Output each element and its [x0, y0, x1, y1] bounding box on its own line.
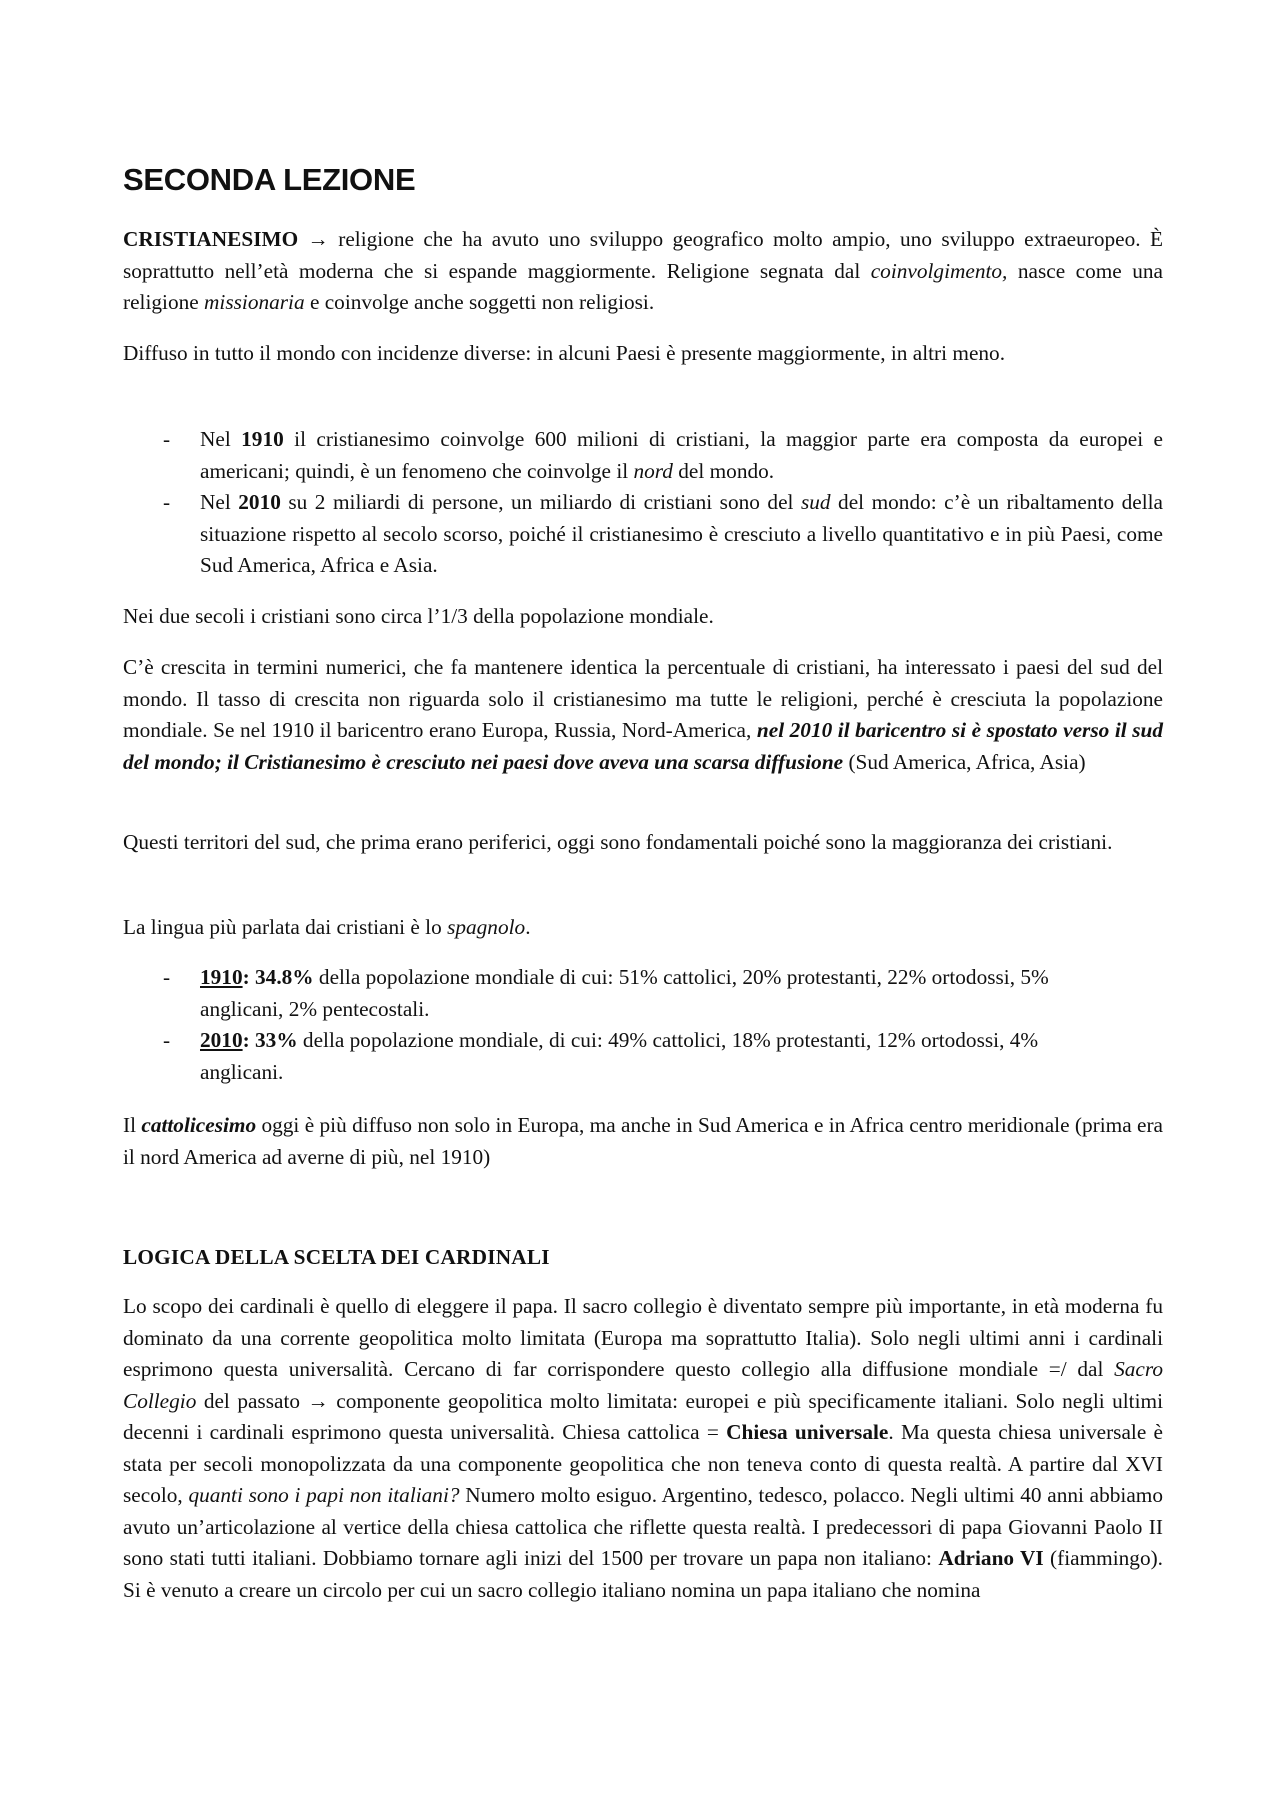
term-cristianesimo: CRISTIANESIMO	[123, 227, 299, 251]
crescita-paragraph: C’è crescita in termini numerici, che fa mantenere identica la percentuale di cristiani, ha interessato i paesi del sud del mondo. Il tasso di crescita non riguarda solo il cristianesimo ma tutte le religioni, perché è cresciuta la popolazione mondiale. Se nel 1910 il baricentro erano Europa, Russia, Nord-America, nel 2010 il baricentro si è spostato verso il sud del mondo; il Cristianesimo è cresciuto nei paesi dove aveva una scarsa diffusione (Sud America, Africa, Asia)	[123, 655, 1163, 774]
section-heading: LOGICA DELLA SCELTA DEI CARDINALI	[123, 1245, 550, 1269]
dash-bullet: -	[163, 965, 171, 989]
list-percentuali	[123, 962, 1103, 1088]
list-item: - Nel 1910 il cristianesimo coinvolge 600 milioni di cristiani, la maggior parte era composta da europei e americani; quindi, è un fenomeno che coinvolge il nord del mondo.	[123, 424, 1163, 487]
page-title: SECONDA LEZIONE	[123, 162, 416, 197]
list-item: - 2010: 33% della popolazione mondiale, di cui: 49% cattolici, 18% protestanti, 12% ortodossi, 4% anglicani.	[123, 1025, 1103, 1088]
dash-bullet: -	[163, 490, 171, 514]
list-item: - Nel 2010 su 2 miliardi di persone, un miliardo di cristiani sono del sud del mondo: c’è un ribaltamento della situazione rispetto al secolo scorso, poiché il cristianesimo è cresciuto a livello quantitativo e in più Paesi, come Sud America, Africa e Asia.	[123, 487, 1163, 582]
cardinali-paragraph: Lo scopo dei cardinali è quello di eleggere il papa. Il sacro collegio è diventato sempre più importante, in età moderna fu dominato da una corrente geopolitica molto limitata (Europa ma soprattutto Italia). Solo negli ultimi anni i cardinali esprimono questa universalità. Cercano di far corrispondere questo collegio alla diffusione mondiale =/ dal Sacro Collegio del passato → componente geopolitica molto limitata: europei e più specificamente italiani. Solo negli ultimi decenni i cardinali esprimono questa universalità. Chiesa cattolica = Chiesa universale. Ma questa chiesa universale è stata per secoli monopolizzata da una componente geopolitica che non teneva conto di questa realtà. A partire dal XVI secolo, quanti sono i papi non italiani? Numero molto esiguo. Argentino, tedesco, polacco. Negli ultimi 40 anni abbiamo avuto un’articolazione al vertice della chiesa cattolica che riflette questa realtà. I predecessori di papa Giovanni Paolo II sono stati tutti italiani. Dobbiamo tornare agli inizi del 1500 per trovare un papa non italiano: Adriano VI (fiammingo). Si è venuto a creare un circolo per cui un sacro collegio italiano nomina un papa italiano che nomina	[123, 1294, 1164, 1602]
intro-paragraph: CRISTIANESIMO → religione che ha avuto uno sviluppo geografico molto ampio, uno sviluppo extraeuropeo. È soprattutto nell’età moderna che si espande maggiormente. Religione segnata dal coinvolgimento, nasce come una religione missionaria e coinvolge anche soggetti non religiosi.	[123, 227, 1163, 314]
list-1910-2010	[123, 424, 1163, 582]
secoli-paragraph: Nei due secoli i cristiani sono circa l’1/3 della popolazione mondiale.	[123, 604, 714, 628]
dash-bullet: -	[163, 1028, 171, 1052]
territori-paragraph: Questi territori del sud, che prima erano periferici, oggi sono fondamentali poiché sono la maggioranza dei cristiani.	[123, 830, 1113, 854]
arrow-icon: →	[307, 1388, 329, 1413]
dash-bullet: -	[163, 427, 171, 451]
lingua-paragraph: La lingua più parlata dai cristiani è lo spagnolo.	[123, 915, 531, 939]
list-item: - 1910: 34.8% della popolazione mondiale di cui: 51% cattolici, 20% protestanti, 22% ortodossi, 5% anglicani, 2% pentecostali.	[123, 962, 1103, 1025]
arrow-icon: →	[307, 227, 329, 251]
cattolicesimo-paragraph: Il cattolicesimo oggi è più diffuso non solo in Europa, ma anche in Sud America e in Africa centro meridionale (prima era il nord America ad averne di più, nel 1910)	[123, 1113, 1163, 1169]
diffuso-paragraph: Diffuso in tutto il mondo con incidenze diverse: in alcuni Paesi è presente maggiormente, in altri meno.	[123, 341, 1006, 365]
